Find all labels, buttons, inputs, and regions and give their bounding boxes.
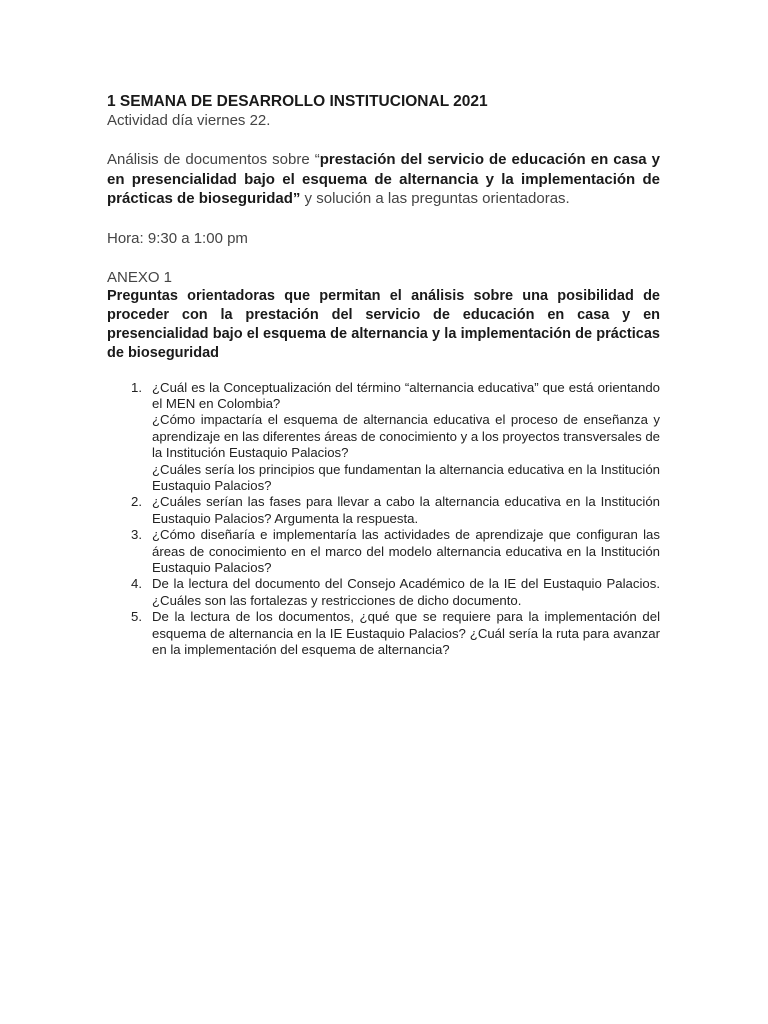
questions-list (107, 380, 660, 659)
spacer (107, 130, 660, 150)
question-number: 1. (131, 379, 142, 395)
question-text: ¿Cuál es la Conceptualización del término “alternancia educativa” que está orientando el MEN en Colombia? (152, 379, 660, 411)
analysis-suffix: y solución a las preguntas orientadoras. (300, 190, 570, 207)
question-item (107, 527, 660, 576)
question-number: 4. (131, 576, 142, 592)
question-item (107, 609, 660, 658)
question-text: De la lectura de los documentos, ¿qué que se requiere para la implementación del esquema de alternancia en la IE Eustaquio Palacios? ¿Cuál sería la ruta para avanzar en la implementación del esquema de alternancia? (152, 609, 660, 657)
activity-date: Actividad día viernes 22. (107, 112, 271, 129)
spacer (107, 209, 660, 229)
question-text: ¿Cuáles sería los principios que fundamentan la alternancia educativa en la Institución Eustaquio Palacios? (152, 461, 660, 493)
analysis-paragraph (107, 150, 660, 209)
question-number: 3. (131, 527, 142, 543)
question-text: ¿Cómo diseñaría e implementaría las actividades de aprendizaje que configuran las áreas de conocimiento en el marco del modelo alternancia educativa en la Institución Eustaquio Palacios? (152, 527, 660, 575)
document-page (107, 92, 660, 658)
question-item (107, 380, 660, 495)
question-text: De la lectura del documento del Consejo Académico de la IE del Eustaquio Palacios. ¿Cuáles son las fortalezas y restricciones de dicho documento. (152, 576, 660, 608)
question-number: 5. (131, 609, 142, 625)
analysis-prefix: Análisis de documentos sobre “ (107, 151, 320, 168)
schedule-time: Hora: 9:30 a 1:00 pm (107, 229, 248, 247)
question-item (107, 576, 660, 609)
question-number: 2. (131, 494, 142, 510)
anexo-subheading: Preguntas orientadoras que permitan el análisis sobre una posibilidad de proceder con la prestación del servicio de educación en casa y en presencialidad bajo el esquema de alternancia y la implementación de prácticas de bioseguridad (107, 287, 660, 361)
anexo-heading: ANEXO 1 (107, 268, 173, 286)
document-title: 1 SEMANA DE DESARROLLO INSTITUCIONAL 2021 (107, 93, 488, 110)
analysis-bold-topic: prestación del servicio de educación en casa y en presencialidad bajo el esquema de alternancia y la implementación de prácticas de bioseguridad” (107, 151, 660, 207)
question-text: ¿Cuáles serían las fases para llevar a cabo la alternancia educativa en la Institución Eustaquio Palacios? Argumenta la respuesta. (152, 494, 660, 526)
question-item (107, 494, 660, 527)
question-text: ¿Cómo impactaría el esquema de alternancia educativa el proceso de enseñanza y aprendizaje en las diferentes áreas de conocimiento y a los proyectos transversales de la Institución Eustaquio Palacios? (152, 412, 661, 461)
spacer (107, 248, 660, 268)
